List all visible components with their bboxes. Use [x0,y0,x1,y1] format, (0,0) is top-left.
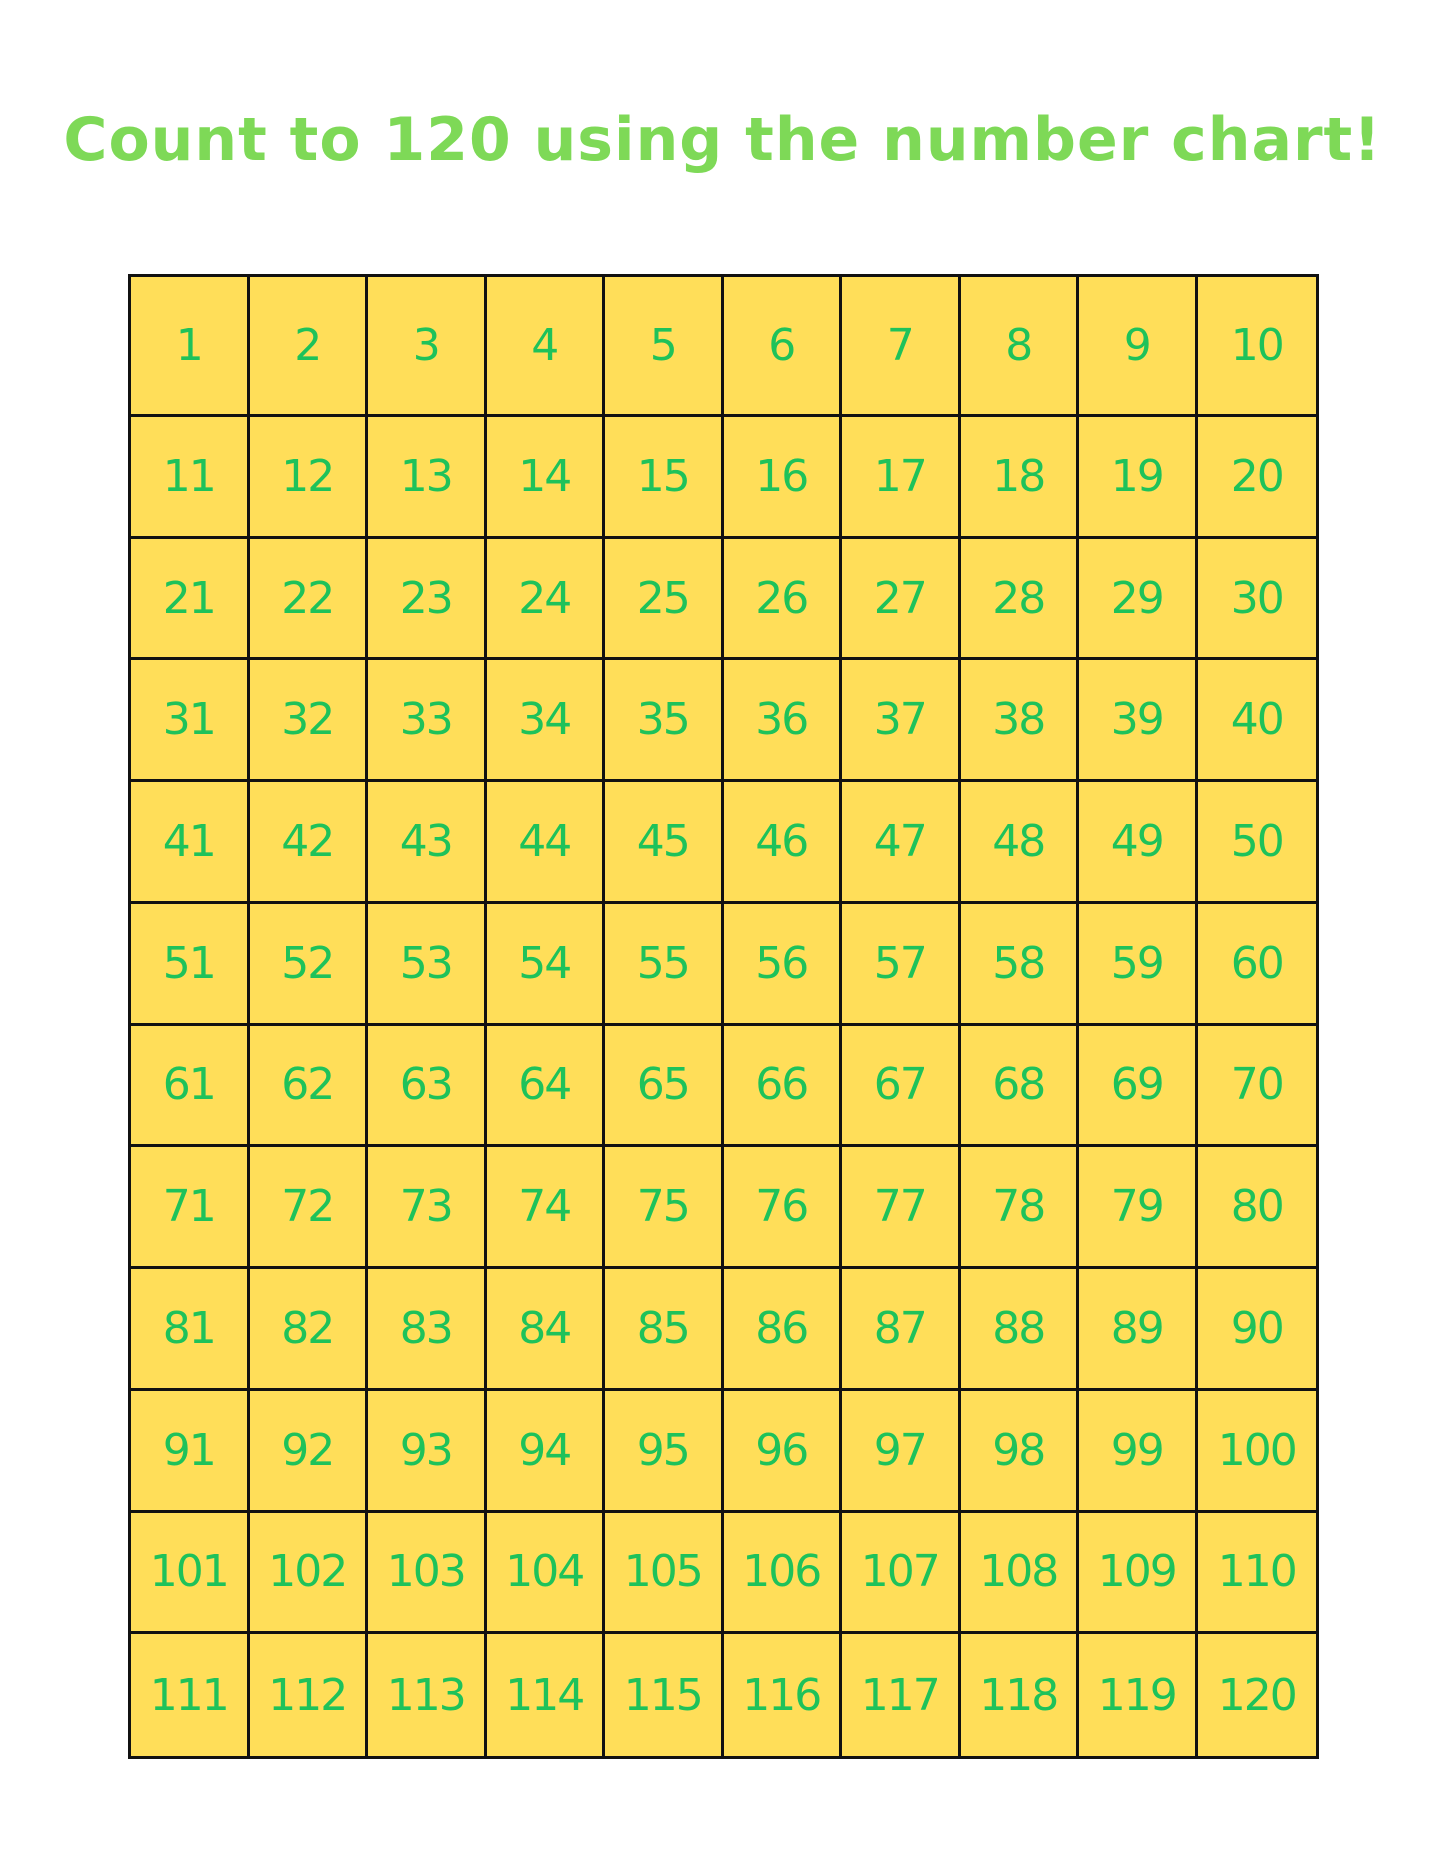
number-cell: 19 [1079,417,1198,539]
number-cell: 12 [250,417,369,539]
number-cell: 46 [724,782,843,904]
number-cell: 91 [131,1391,250,1513]
number-cell: 39 [1079,660,1198,782]
number-cell: 28 [961,539,1080,661]
number-cell: 36 [724,660,843,782]
number-cell: 102 [250,1513,369,1635]
number-cell: 40 [1198,660,1317,782]
number-cell: 104 [487,1513,606,1635]
number-cell: 57 [842,904,961,1026]
number-cell: 73 [368,1147,487,1269]
number-cell: 82 [250,1269,369,1391]
number-cell: 100 [1198,1391,1317,1513]
number-cell: 47 [842,782,961,904]
number-cell: 118 [961,1634,1080,1756]
number-cell: 23 [368,539,487,661]
number-cell: 83 [368,1269,487,1391]
number-cell: 97 [842,1391,961,1513]
number-cell: 65 [605,1026,724,1148]
number-cell: 88 [961,1269,1080,1391]
number-cell: 77 [842,1147,961,1269]
number-cell: 24 [487,539,606,661]
number-cell: 62 [250,1026,369,1148]
number-cell: 59 [1079,904,1198,1026]
number-cell: 92 [250,1391,369,1513]
number-cell: 108 [961,1513,1080,1635]
number-cell: 68 [961,1026,1080,1148]
number-cell: 87 [842,1269,961,1391]
number-cell: 60 [1198,904,1317,1026]
number-cell: 101 [131,1513,250,1635]
number-cell: 103 [368,1513,487,1635]
number-cell: 50 [1198,782,1317,904]
page-title: Count to 120 using the number chart! [63,105,1382,175]
number-cell: 105 [605,1513,724,1635]
number-cell: 33 [368,660,487,782]
number-cell: 120 [1198,1634,1317,1756]
number-cell: 70 [1198,1026,1317,1148]
number-cell: 51 [131,904,250,1026]
number-cell: 4 [487,277,606,417]
number-cell: 26 [724,539,843,661]
number-cell: 116 [724,1634,843,1756]
number-cell: 44 [487,782,606,904]
number-cell: 16 [724,417,843,539]
number-cell: 52 [250,904,369,1026]
number-cell: 22 [250,539,369,661]
number-cell: 114 [487,1634,606,1756]
number-cell: 67 [842,1026,961,1148]
number-cell: 75 [605,1147,724,1269]
number-cell: 111 [131,1634,250,1756]
number-cell: 15 [605,417,724,539]
number-cell: 56 [724,904,843,1026]
number-cell: 89 [1079,1269,1198,1391]
number-cell: 5 [605,277,724,417]
number-cell: 81 [131,1269,250,1391]
number-cell: 32 [250,660,369,782]
number-cell: 6 [724,277,843,417]
number-cell: 95 [605,1391,724,1513]
number-chart-grid [128,274,1319,1759]
number-cell: 11 [131,417,250,539]
number-cell: 119 [1079,1634,1198,1756]
number-cell: 69 [1079,1026,1198,1148]
number-cell: 21 [131,539,250,661]
number-cell: 20 [1198,417,1317,539]
number-cell: 112 [250,1634,369,1756]
number-cell: 3 [368,277,487,417]
number-cell: 9 [1079,277,1198,417]
number-cell: 61 [131,1026,250,1148]
number-cell: 72 [250,1147,369,1269]
number-cell: 45 [605,782,724,904]
number-cell: 113 [368,1634,487,1756]
number-cell: 93 [368,1391,487,1513]
number-cell: 42 [250,782,369,904]
number-cell: 53 [368,904,487,1026]
number-cell: 71 [131,1147,250,1269]
number-cell: 85 [605,1269,724,1391]
number-cell: 29 [1079,539,1198,661]
number-cell: 106 [724,1513,843,1635]
number-cell: 30 [1198,539,1317,661]
number-cell: 110 [1198,1513,1317,1635]
number-cell: 63 [368,1026,487,1148]
number-cell: 27 [842,539,961,661]
number-cell: 117 [842,1634,961,1756]
number-cell: 86 [724,1269,843,1391]
number-cell: 49 [1079,782,1198,904]
number-cell: 90 [1198,1269,1317,1391]
number-cell: 25 [605,539,724,661]
number-cell: 38 [961,660,1080,782]
number-cell: 8 [961,277,1080,417]
number-cell: 34 [487,660,606,782]
number-cell: 94 [487,1391,606,1513]
number-cell: 76 [724,1147,843,1269]
number-cell: 74 [487,1147,606,1269]
number-cell: 58 [961,904,1080,1026]
number-cell: 13 [368,417,487,539]
number-cell: 7 [842,277,961,417]
number-cell: 99 [1079,1391,1198,1513]
number-cell: 109 [1079,1513,1198,1635]
number-cell: 43 [368,782,487,904]
number-cell: 2 [250,277,369,417]
number-cell: 84 [487,1269,606,1391]
number-cell: 96 [724,1391,843,1513]
number-cell: 55 [605,904,724,1026]
number-cell: 18 [961,417,1080,539]
number-cell: 31 [131,660,250,782]
number-cell: 107 [842,1513,961,1635]
number-cell: 80 [1198,1147,1317,1269]
number-cell: 115 [605,1634,724,1756]
number-cell: 64 [487,1026,606,1148]
number-cell: 35 [605,660,724,782]
number-cell: 41 [131,782,250,904]
number-cell: 48 [961,782,1080,904]
number-cell: 17 [842,417,961,539]
number-cell: 10 [1198,277,1317,417]
number-cell: 37 [842,660,961,782]
number-cell: 78 [961,1147,1080,1269]
number-cell: 66 [724,1026,843,1148]
number-cell: 14 [487,417,606,539]
number-cell: 79 [1079,1147,1198,1269]
number-cell: 98 [961,1391,1080,1513]
number-cell: 1 [131,277,250,417]
number-cell: 54 [487,904,606,1026]
